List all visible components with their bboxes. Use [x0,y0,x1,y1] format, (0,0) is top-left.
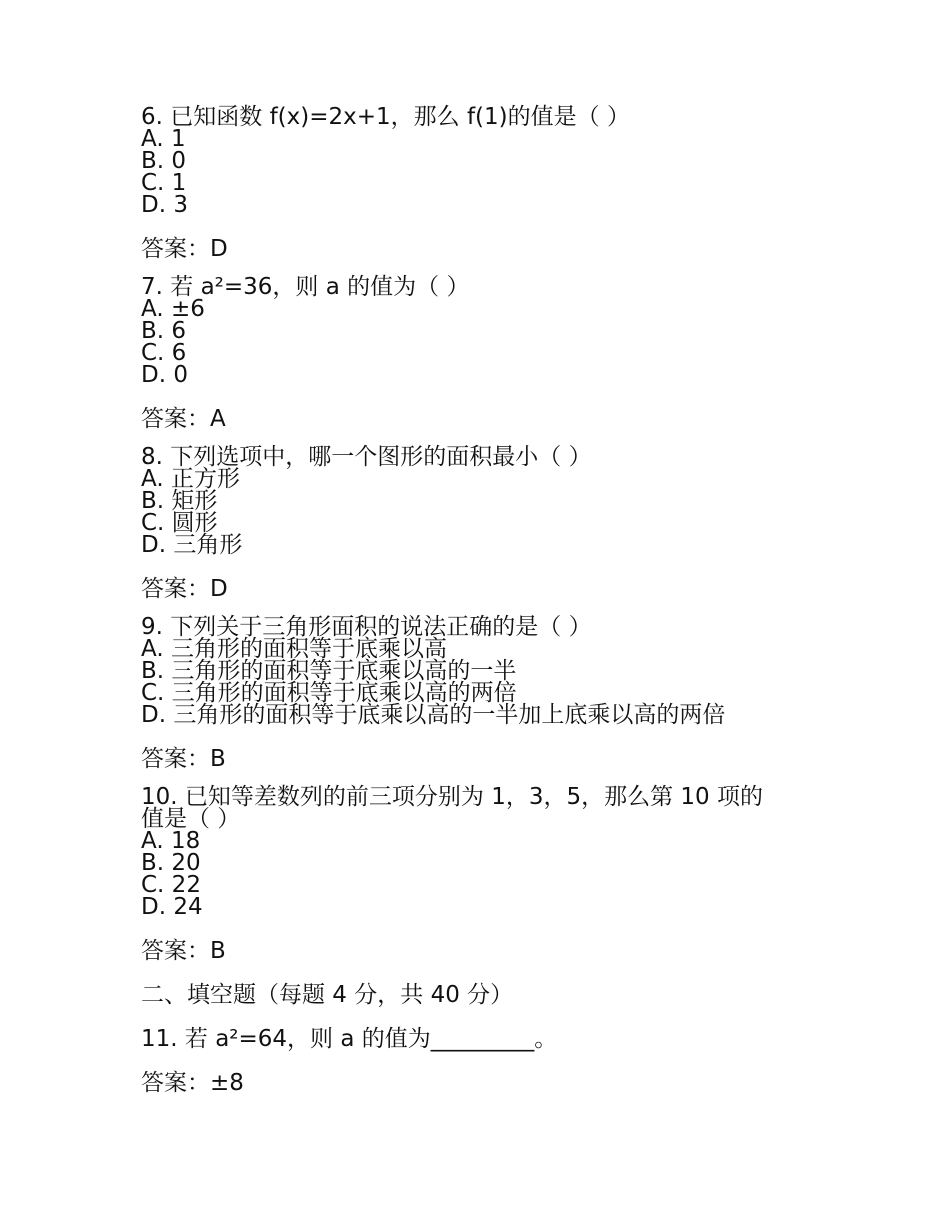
fill-in-section [141,984,821,1094]
option-c: C. 圆形 [141,510,218,536]
option-c: C. 三角形的面积等于底乘以高的两倍 [141,680,517,706]
option-a: A. 三角形的面积等于底乘以高 [141,636,447,662]
option-a: A. 1 [141,126,186,152]
option-a: A. 正方形 [141,466,240,492]
question-8 [141,446,821,600]
question-7 [141,276,821,430]
answer: 答案：B [141,746,226,772]
exam-page [141,106,821,1094]
question-9 [141,616,821,770]
option-d: D. 三角形的面积等于底乘以高的一半加上底乘以高的两倍 [141,702,726,728]
answer: 答案：D [141,236,228,262]
option-d: D. 0 [141,362,188,388]
question-10 [141,786,821,962]
option-c: C. 6 [141,340,187,366]
option-c: C. 1 [141,170,187,196]
answer: 答案：B [141,938,226,964]
question-stem-line-2: 值是（ ） [141,806,241,832]
question-11-stem: 11. 若 a²=64，则 a 的值为_________。 [141,1026,558,1052]
option-b: B. 0 [141,148,187,174]
option-b: B. 6 [141,318,187,344]
answer: 答案：D [141,576,228,602]
option-d: D. 三角形 [141,532,243,558]
option-c: C. 22 [141,872,201,898]
option-a: A. ±6 [141,296,205,322]
question-stem: 6. 已知函数 f(x)=2x+1，那么 f(1)的值是（ ） [141,104,630,130]
question-stem: 8. 下列选项中，哪一个图形的面积最小（ ） [141,444,592,470]
question-11-answer: 答案：±8 [141,1070,244,1096]
option-d: D. 3 [141,192,188,218]
section-title: 二、填空题（每题 4 分，共 40 分） [141,982,514,1008]
question-stem: 9. 下列关于三角形面积的说法正确的是（ ） [141,614,592,640]
question-stem: 7. 若 a²=36，则 a 的值为（ ） [141,274,470,300]
option-d: D. 24 [141,894,203,920]
answer: 答案：A [141,406,226,432]
option-a: A. 18 [141,828,201,854]
option-b: B. 20 [141,850,201,876]
question-stem-line-1: 10. 已知等差数列的前三项分别为 1，3，5，那么第 10 项的 [141,784,763,810]
question-6 [141,106,821,260]
option-b: B. 矩形 [141,488,218,514]
option-b: B. 三角形的面积等于底乘以高的一半 [141,658,517,684]
